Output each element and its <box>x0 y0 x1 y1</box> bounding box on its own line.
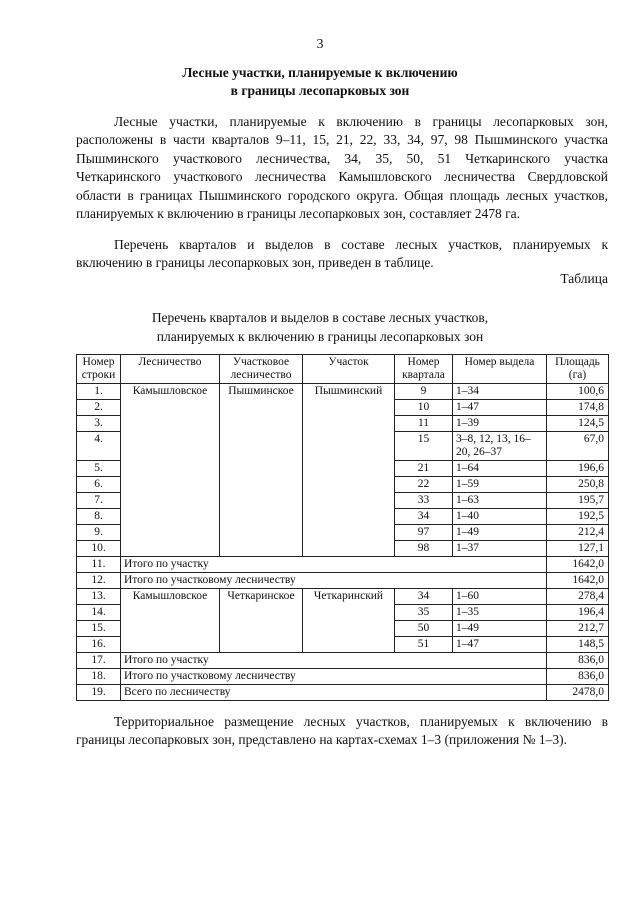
row-number: 11. <box>77 557 121 573</box>
paragraph-3: Территориальное размещение лесных участков, планируемых к включению в границы лесопарковых зон, представлено на картах-схемах 1–3 (приложения № 1–3). <box>76 714 608 748</box>
area-cell: 2478,0 <box>547 685 609 701</box>
allotment-cell: 1–60 <box>453 589 547 605</box>
area-cell: 100,6 <box>547 384 609 400</box>
summary-label: Итого по участку <box>121 653 547 669</box>
district-forestry-cell: Четкаринское <box>220 589 303 653</box>
area-cell: 212,4 <box>547 525 609 541</box>
allotment-cell: 1–63 <box>453 493 547 509</box>
quarter-cell: 34 <box>395 509 453 525</box>
section-cell: Четкаринский <box>303 589 395 653</box>
table-summary-row <box>77 557 609 573</box>
row-number: 5. <box>77 461 121 477</box>
allotment-cell: 1–34 <box>453 384 547 400</box>
header-area: Площадь (га) <box>547 355 609 384</box>
row-number: 8. <box>77 509 121 525</box>
summary-label: Итого по участковому лесничеству <box>121 573 547 589</box>
table-summary-row <box>77 669 609 685</box>
allotment-cell: 1–64 <box>453 461 547 477</box>
table-header-row <box>77 355 609 384</box>
page-number: 3 <box>316 37 324 52</box>
table-summary-row <box>77 573 609 589</box>
row-number: 19. <box>77 685 121 701</box>
quarter-cell: 98 <box>395 541 453 557</box>
summary-label: Всего по лесничеству <box>121 685 547 701</box>
quarter-cell: 10 <box>395 400 453 416</box>
quarter-cell: 51 <box>395 637 453 653</box>
forestry-cell: Камышловское <box>121 384 220 557</box>
allotment-cell: 1–47 <box>453 637 547 653</box>
area-cell: 124,5 <box>547 416 609 432</box>
quarter-cell: 34 <box>395 589 453 605</box>
area-cell: 196,4 <box>547 605 609 621</box>
table-label: Таблица <box>560 271 608 286</box>
row-number: 7. <box>77 493 121 509</box>
allotment-cell: 1–47 <box>453 400 547 416</box>
row-number: 14. <box>77 605 121 621</box>
table-total-row <box>77 685 609 701</box>
allotment-cell: 1–49 <box>453 525 547 541</box>
summary-label: Итого по участковому лесничеству <box>121 669 547 685</box>
table-title <box>0 308 640 346</box>
row-number: 12. <box>77 573 121 589</box>
row-number: 13. <box>77 589 121 605</box>
area-cell: 196,6 <box>547 461 609 477</box>
area-cell: 1642,0 <box>547 557 609 573</box>
row-number: 6. <box>77 477 121 493</box>
header-allotment: Номер выдела <box>453 355 547 384</box>
table-title-line-2: планируемых к включению в границы лесопарковых зон <box>156 329 484 344</box>
forestry-cell: Камышловское <box>121 589 220 653</box>
allotment-cell: 1–40 <box>453 509 547 525</box>
title-line-1: Лесные участки, планируемые к включению <box>182 65 458 80</box>
section-title <box>0 64 640 100</box>
area-cell: 127,1 <box>547 541 609 557</box>
table-row <box>77 589 609 605</box>
area-cell: 148,5 <box>547 637 609 653</box>
row-number: 1. <box>77 384 121 400</box>
allotment-cell: 1–37 <box>453 541 547 557</box>
table-summary-row <box>77 653 609 669</box>
area-cell: 278,4 <box>547 589 609 605</box>
header-forestry: Лесничество <box>121 355 220 384</box>
allotment-cell: 1–49 <box>453 621 547 637</box>
area-cell: 212,7 <box>547 621 609 637</box>
quarter-cell: 50 <box>395 621 453 637</box>
row-number: 3. <box>77 416 121 432</box>
paragraph-2: Перечень кварталов и выделов в составе лесных участков, планируемых к включению в границы лесопарковых зон, приведен в таблице. <box>76 237 608 271</box>
area-cell: 836,0 <box>547 669 609 685</box>
forest-plots-table <box>76 354 609 701</box>
allotment-cell: 1–39 <box>453 416 547 432</box>
quarter-cell: 33 <box>395 493 453 509</box>
allotment-cell: 3–8, 12, 13, 16–20, 26–37 <box>453 432 547 461</box>
header-section: Участок <box>303 355 395 384</box>
row-number: 4. <box>77 432 121 461</box>
quarter-cell: 35 <box>395 605 453 621</box>
section-cell: Пышминский <box>303 384 395 557</box>
row-number: 18. <box>77 669 121 685</box>
title-line-2: в границы лесопарковых зон <box>230 83 410 98</box>
allotment-cell: 1–35 <box>453 605 547 621</box>
quarter-cell: 97 <box>395 525 453 541</box>
area-cell: 195,7 <box>547 493 609 509</box>
area-cell: 1642,0 <box>547 573 609 589</box>
area-cell: 67,0 <box>547 432 609 461</box>
row-number: 15. <box>77 621 121 637</box>
header-row-number: Номер строки <box>77 355 121 384</box>
paragraph-1: Лесные участки, планируемые к включению в границы лесопарковых зон, расположены в части кварталов 9–11, 15, 21, 22, 33, 34, 97, 98 Пышминского участка Пышминского участкового лесничества, 34, 35, 50, 51 Четкаринского участка Четкаринского участкового лесничества Камышловского лесничества Свердловской области в границах Пышминского городского округа. Общая площадь лесных участков, планируемых к включению в границы лесопарковых зон, составляет 2478 га. <box>76 114 608 222</box>
header-district-forestry: Участковое лесничество <box>220 355 303 384</box>
header-quarter: Номер квартала <box>395 355 453 384</box>
row-number: 17. <box>77 653 121 669</box>
area-cell: 250,8 <box>547 477 609 493</box>
quarter-cell: 22 <box>395 477 453 493</box>
area-cell: 192,5 <box>547 509 609 525</box>
row-number: 16. <box>77 637 121 653</box>
quarter-cell: 11 <box>395 416 453 432</box>
area-cell: 174,8 <box>547 400 609 416</box>
row-number: 10. <box>77 541 121 557</box>
allotment-cell: 1–59 <box>453 477 547 493</box>
table-row <box>77 384 609 400</box>
quarter-cell: 21 <box>395 461 453 477</box>
row-number: 2. <box>77 400 121 416</box>
quarter-cell: 9 <box>395 384 453 400</box>
row-number: 9. <box>77 525 121 541</box>
district-forestry-cell: Пышминское <box>220 384 303 557</box>
area-cell: 836,0 <box>547 653 609 669</box>
quarter-cell: 15 <box>395 432 453 461</box>
table-title-line-1: Перечень кварталов и выделов в составе лесных участков, <box>151 310 489 325</box>
summary-label: Итого по участку <box>121 557 547 573</box>
